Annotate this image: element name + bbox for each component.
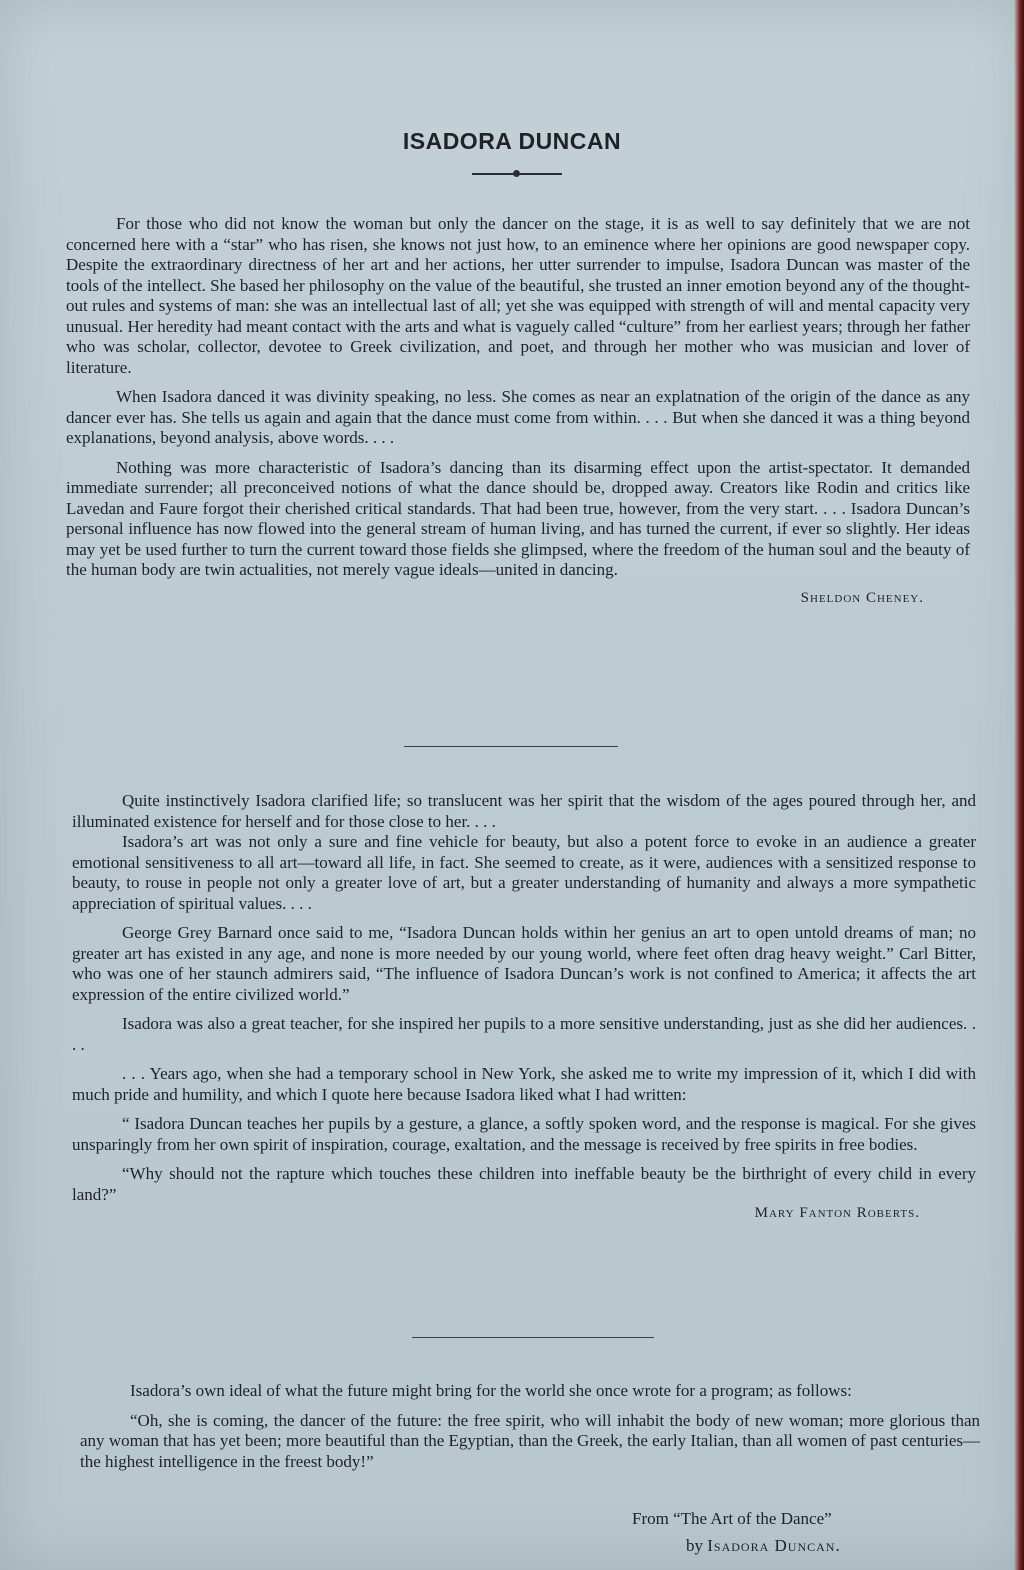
paragraph: Isadora’s art was not only a sure and fine vehicle for beauty, but also a potent force to evoke in an audience a greater emotional sensitiveness to all art—toward all life, in fact. She seemed to create, as it were, audiences with a sensitized response to beauty, to rouse in people not only a greater love of art, but a greater understanding of humanity and always a more sympathetic appreciation of spiritual values. . . . (72, 832, 976, 913)
paragraph: Isadora was also a great teacher, for she inspired her pupils to a more sensitive understanding, just as she did her audiences. . . . (72, 1014, 976, 1054)
signature-cheney: Sheldon Cheney. (800, 589, 924, 606)
quote-paragraph: “ Isadora Duncan teaches her pupils by a gesture, a glance, a softly spoken word, and the response is magical. For she gives unsparingly from her own spirit of inspiration, courage, exaltation, and the message is received by free spirits in free bodies. (72, 1114, 976, 1154)
section-duncan-quote (80, 1381, 980, 1481)
title-ornament (472, 170, 562, 178)
paragraph: . . . Years ago, when she had a temporary school in New York, she asked me to write my impression of it, which I did with much pride and humility, and which I quote here because Isadora liked what I had written: (72, 1064, 976, 1104)
source-title: From “The Art of the Dance” (632, 1509, 832, 1528)
source-by: by (686, 1536, 703, 1555)
paragraph: Isadora’s own ideal of what the future might bring for the world she once wrote for a program; as follows: (130, 1381, 852, 1400)
section-divider (404, 746, 618, 747)
source-author: Isadora Duncan. (707, 1536, 841, 1555)
quote-paragraph: “Why should not the rapture which touches these children into ineffable beauty be the birthright of every child in every land?” (72, 1164, 976, 1204)
signature-roberts: Mary Fanton Roberts. (754, 1205, 920, 1221)
quote-paragraph: “Oh, she is coming, the dancer of the future: the free spirit, who will inhabit the body of new woman; more glorious than any woman that has yet been; more beautiful than the Egyptian, than the Greek, the early Italian, than all women of past centuries—the highest intelligence in the freest body!” (80, 1410, 980, 1471)
paragraph: George Grey Barnard once said to me, “Isadora Duncan holds within her genius an art to open untold dreams of man; no greater art has existed in any age, and none is more needed by our young world, where feet often drag heavy weight.” Carl Bitter, who was one of her staunch admirers said, “The influence of Isadora Duncan’s work is not confined to America; it affects the art expression of the entire civilized world.” (72, 923, 976, 1004)
section-cheney (66, 214, 970, 607)
ornament-dot (513, 170, 520, 177)
source-attribution (632, 1505, 841, 1559)
paragraph: Quite instinctively Isadora clarified life; so translucent was her spirit that the wisdom of the ages poured through her, and illuminated existence for herself and for those close to her. . . . (72, 791, 976, 831)
page-title: ISADORA DUNCAN (402, 128, 622, 154)
section-roberts (72, 791, 976, 1222)
folder-edge (1014, 0, 1024, 1570)
paragraph: Nothing was more characteristic of Isadora’s dancing than its disarming effect upon the artist-spectator. It demanded immediate surrender; all preconceived notions of what the dance should be, dropped away. Creators like Rodin and critics like Lavedan and Faure forgot their cherished critical standards. That had been true, however, from the very start. . . . Isadora Duncan’s personal influence has now flowed into the general stream of human living, and has turned the current, if ever so slightly. Her ideas may yet be used further to turn the current toward those fields she glimpsed, where the freedom of the human soul and the beauty of the human body are twin actualities, not merely vague ideals—united in dancing. (66, 457, 970, 579)
section-divider (412, 1337, 654, 1338)
source-author-line (686, 1532, 841, 1559)
paragraph: When Isadora danced it was divinity speaking, no less. She comes as near an explatnation of the origin of the dance as any dancer ever has. She tells us again and again that the dance must come from within. . . . But when she danced it was a thing beyond explanations, beyond analysis, above words. . . . (66, 387, 970, 447)
paragraph: For those who did not know the woman but only the dancer on the stage, it is as well to say definitely that we are not concerned here with a “star” who has risen, she knows not just how, to an eminence where her opinions are good newspaper copy. Despite the extraordinary directness of her art and her actions, her utter surrender to impulse, Isadora Duncan was master of the tools of the intellect. She based her philosophy on the value of the beautiful, she trusted an inner emotion beyond any of the thought-out rules and systems of man: she was an intellectual last of all; yet she was equipped with strength of will and mental capacity very unusual. Her heredity had meant contact with the arts and what is vaguely called “culture” from her earliest years; through her father who was scholar, collector, devotee to Greek civilization, and poet, and through her mother who was musician and lover of literature. (66, 214, 970, 377)
